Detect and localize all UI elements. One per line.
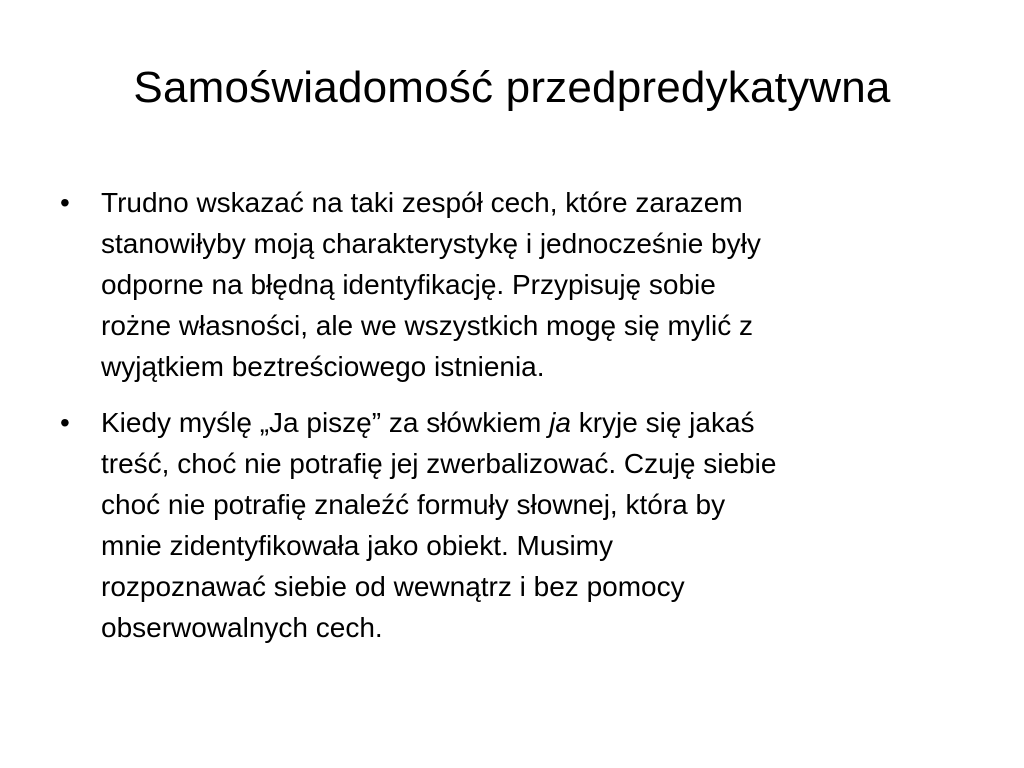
slide-title: Samoświadomość przedpredykatywna [133,63,891,112]
bullet-item-2 [60,402,960,648]
text-line: stanowiłyby moją charakterystykę i jednocześnie były [101,228,761,259]
text-line: treść, choć nie potrafię jej zwerbalizować. Czuję siebie [101,448,777,479]
text-line: Trudno wskazać na taki zespół cech, które zarazem [101,187,743,218]
text-segment: kryje się jakaś [570,407,755,438]
bullet-item-1 [60,182,960,387]
text-line: wyjątkiem beztreściowego istnienia. [101,351,545,382]
bullet-list [60,182,960,663]
text-line: obserwowalnych cech. [101,612,383,643]
text-line: choć nie potrafię znaleźć formuły słownej, która by [101,489,726,520]
bullet-text-2 [101,407,776,643]
italic-word: ja [549,407,571,438]
bullet-point-icon: • [60,187,70,218]
text-line: rożne własności, ale we wszystkich mogę się mylić z [101,310,753,341]
text-line: mnie zidentyfikowała jako obiekt. Musimy [101,530,613,561]
bullet-text-1 [101,187,761,382]
bullet-point-icon: • [60,407,70,438]
text-line: odporne na błędną identyfikację. Przypisuję sobie [101,269,716,300]
text-segment: Kiedy myślę „Ja piszę” za słówkiem [101,407,550,438]
text-line: rozpoznawać siebie od wewnątrz i bez pomocy [101,571,685,602]
